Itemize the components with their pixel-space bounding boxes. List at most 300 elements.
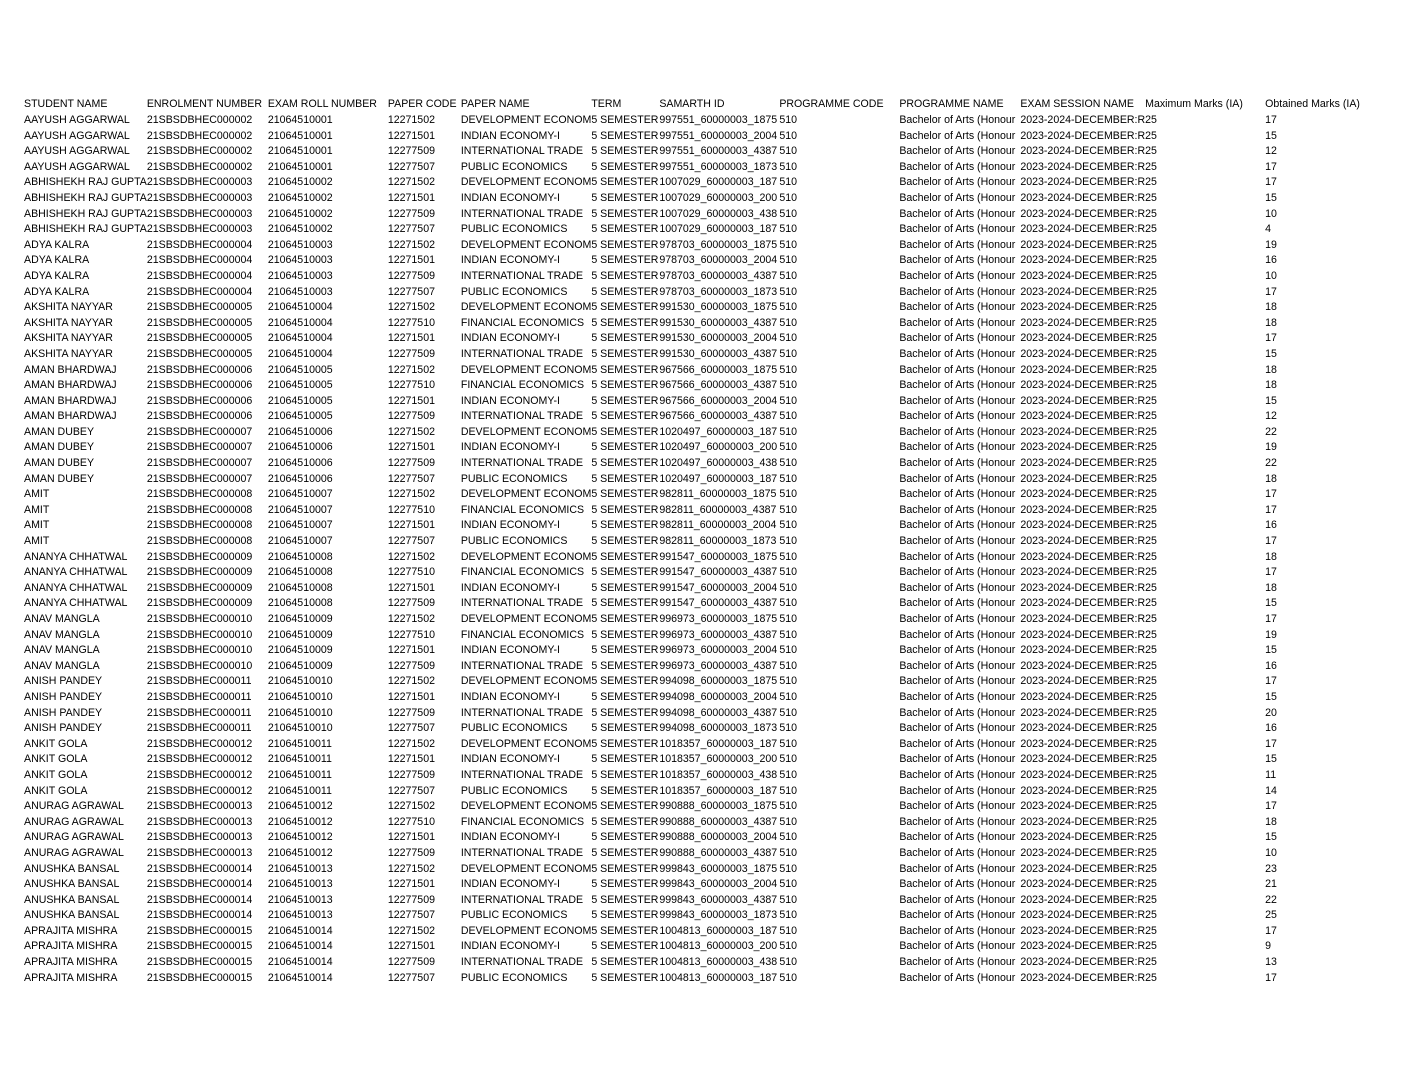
student-name-cell: ANAV MANGLA [24, 628, 100, 641]
paper-name-cell: INDIAN ECONOMY-I [460, 129, 560, 142]
exam-session-name-cell: 2023-2024-DECEMBER:R [1020, 971, 1146, 984]
exam-roll-number-cell: 21064510003 [267, 269, 333, 282]
exam-session-name-cell: 2023-2024-DECEMBER:R [1020, 145, 1146, 158]
obtained-marks-cell: 17 [1265, 800, 1277, 813]
obtained-marks-cell: 15 [1265, 129, 1277, 142]
paper-code-cell: 12277509 [387, 347, 435, 360]
programme-name-cell: Bachelor of Arts (Honour [899, 956, 1016, 969]
programme-code-cell: 510 [779, 301, 798, 314]
enrolment-number-cell: 21SBSDBHEC000010 [146, 659, 253, 672]
enrolment-number-cell: 21SBSDBHEC000003 [146, 223, 253, 236]
programme-code-cell: 510 [779, 238, 798, 251]
maximum-marks-cell: 25 [1145, 332, 1157, 345]
table-row [24, 191, 1375, 207]
term-cell: 5 SEMESTER [591, 628, 659, 641]
paper-name-cell: INDIAN ECONOMY-I [460, 690, 560, 703]
programme-code-cell: 510 [779, 223, 798, 236]
samarth-id-cell: 967566_60000003_2004 [659, 394, 778, 407]
paper-name-cell: DEVELOPMENT ECONOM [460, 176, 592, 189]
obtained-marks-cell: 16 [1265, 659, 1277, 672]
exam-roll-number-cell: 21064510013 [267, 862, 333, 875]
table-row [24, 331, 1375, 347]
exam-session-name-cell: 2023-2024-DECEMBER:R [1020, 269, 1146, 282]
maximum-marks-cell: 25 [1145, 768, 1157, 781]
term-cell: 5 SEMESTER [591, 924, 659, 937]
maximum-marks-cell: 25 [1145, 924, 1157, 937]
exam-session-name-cell: 2023-2024-DECEMBER:R [1020, 893, 1146, 906]
programme-code-cell: 510 [779, 503, 798, 516]
programme-code-cell: 510 [779, 114, 798, 126]
obtained-marks-cell: 16 [1265, 254, 1277, 267]
obtained-marks-cell: 17 [1265, 535, 1277, 548]
programme-code-cell: 510 [779, 815, 798, 828]
exam-session-name-cell: 2023-2024-DECEMBER:R [1020, 597, 1146, 610]
exam-session-name-cell: 2023-2024-DECEMBER:R [1020, 394, 1146, 407]
maximum-marks-cell: 25 [1145, 956, 1157, 969]
maximum-marks-cell: 25 [1145, 581, 1157, 594]
exam-session-name-cell: 2023-2024-DECEMBER:R [1020, 675, 1146, 688]
paper-name-cell: INDIAN ECONOMY-I [460, 581, 560, 594]
paper-code-cell: 12271501 [387, 254, 435, 267]
exam-session-name-cell: 2023-2024-DECEMBER:R [1020, 581, 1146, 594]
exam-roll-number-cell: 21064510013 [267, 909, 333, 922]
table-row [24, 425, 1375, 441]
header-programme-code: PROGRAMME CODE [779, 98, 884, 111]
obtained-marks-cell: 17 [1265, 675, 1277, 688]
maximum-marks-cell: 25 [1145, 425, 1157, 438]
term-cell: 5 SEMESTER [591, 815, 659, 828]
samarth-id-cell: 1007029_60000003_438 [659, 207, 778, 220]
exam-roll-number-cell: 21064510005 [267, 363, 333, 376]
programme-name-cell: Bachelor of Arts (Honour [899, 488, 1016, 501]
enrolment-number-cell: 21SBSDBHEC000005 [146, 332, 253, 345]
enrolment-number-cell: 21SBSDBHEC000011 [146, 706, 252, 719]
term-cell: 5 SEMESTER [591, 503, 659, 516]
samarth-id-cell: 967566_60000003_4387 [659, 410, 778, 423]
term-cell: 5 SEMESTER [591, 316, 659, 329]
term-cell: 5 SEMESTER [591, 379, 659, 392]
exam-session-name-cell: 2023-2024-DECEMBER:R [1020, 706, 1146, 719]
enrolment-number-cell: 21SBSDBHEC000003 [146, 191, 253, 204]
maximum-marks-cell: 25 [1145, 659, 1157, 672]
programme-name-cell: Bachelor of Arts (Honour [899, 519, 1016, 532]
student-name-cell: ANANYA CHHATWAL [24, 597, 128, 610]
exam-roll-number-cell: 21064510012 [267, 831, 333, 844]
term-cell: 5 SEMESTER [591, 846, 659, 859]
programme-code-cell: 510 [779, 535, 798, 548]
samarth-id-cell: 978703_60000003_2004 [659, 254, 778, 267]
exam-roll-number-cell: 21064510007 [267, 488, 333, 501]
term-cell: 5 SEMESTER [591, 269, 659, 282]
term-cell: 5 SEMESTER [591, 191, 659, 204]
maximum-marks-cell: 25 [1145, 114, 1157, 126]
paper-code-cell: 12271502 [387, 737, 435, 750]
maximum-marks-cell: 25 [1145, 831, 1157, 844]
enrolment-number-cell: 21SBSDBHEC000009 [146, 581, 253, 594]
programme-name-cell: Bachelor of Arts (Honour [899, 815, 1016, 828]
maximum-marks-cell: 25 [1145, 846, 1157, 859]
maximum-marks-cell: 25 [1145, 394, 1157, 407]
paper-code-cell: 12271501 [387, 332, 435, 345]
enrolment-number-cell: 21SBSDBHEC000015 [146, 956, 253, 969]
samarth-id-cell: 999843_60000003_1873 [659, 909, 778, 922]
term-cell: 5 SEMESTER [591, 878, 659, 891]
maximum-marks-cell: 25 [1145, 737, 1157, 750]
obtained-marks-cell: 19 [1265, 628, 1277, 641]
exam-roll-number-cell: 21064510008 [267, 597, 333, 610]
obtained-marks-cell: 15 [1265, 831, 1277, 844]
term-cell: 5 SEMESTER [591, 254, 659, 267]
enrolment-number-cell: 21SBSDBHEC000011 [146, 722, 252, 735]
exam-roll-number-cell: 21064510008 [267, 550, 333, 563]
table-row [24, 440, 1375, 456]
student-name-cell: ANKIT GOLA [24, 753, 88, 766]
table-row [24, 768, 1375, 784]
programme-code-cell: 510 [779, 768, 798, 781]
samarth-id-cell: 997551_60000003_1875 [659, 114, 778, 126]
programme-name-cell: Bachelor of Arts (Honour [899, 347, 1016, 360]
obtained-marks-cell: 15 [1265, 597, 1277, 610]
paper-name-cell: PUBLIC ECONOMICS [460, 285, 568, 298]
paper-name-cell: INDIAN ECONOMY-I [460, 753, 560, 766]
exam-session-name-cell: 2023-2024-DECEMBER:R [1020, 176, 1146, 189]
table-row [24, 877, 1375, 893]
table-row [24, 612, 1375, 628]
exam-session-name-cell: 2023-2024-DECEMBER:R [1020, 956, 1146, 969]
obtained-marks-cell: 25 [1265, 909, 1277, 922]
exam-session-name-cell: 2023-2024-DECEMBER:R [1020, 191, 1146, 204]
obtained-marks-cell: 23 [1265, 862, 1277, 875]
programme-name-cell: Bachelor of Arts (Honour [899, 379, 1016, 392]
term-cell: 5 SEMESTER [591, 940, 659, 953]
enrolment-number-cell: 21SBSDBHEC000005 [146, 301, 253, 314]
student-name-cell: APRAJITA MISHRA [24, 924, 118, 937]
maximum-marks-cell: 25 [1145, 410, 1157, 423]
samarth-id-cell: 996973_60000003_1875 [659, 613, 778, 625]
programme-name-cell: Bachelor of Arts (Honour [899, 191, 1016, 204]
enrolment-number-cell: 21SBSDBHEC000012 [146, 753, 253, 766]
paper-name-cell: INDIAN ECONOMY-I [460, 394, 560, 407]
paper-code-cell: 12271502 [387, 114, 435, 126]
table-row [24, 409, 1375, 425]
exam-roll-number-cell: 21064510002 [267, 176, 333, 189]
exam-roll-number-cell: 21064510014 [267, 940, 333, 953]
maximum-marks-cell: 25 [1145, 690, 1157, 703]
term-cell: 5 SEMESTER [591, 613, 659, 625]
term-cell: 5 SEMESTER [591, 909, 659, 922]
exam-session-name-cell: 2023-2024-DECEMBER:R [1020, 924, 1146, 937]
paper-code-cell: 12277510 [387, 316, 435, 329]
table-row [24, 955, 1375, 971]
exam-session-name-cell: 2023-2024-DECEMBER:R [1020, 129, 1146, 142]
enrolment-number-cell: 21SBSDBHEC000014 [146, 893, 253, 906]
obtained-marks-cell: 16 [1265, 519, 1277, 532]
student-name-cell: ANANYA CHHATWAL [24, 566, 128, 579]
paper-code-cell: 12277509 [387, 207, 435, 220]
samarth-id-cell: 991530_60000003_2004 [659, 332, 778, 345]
table-row [24, 113, 1375, 129]
table-row [24, 908, 1375, 924]
paper-code-cell: 12271502 [387, 550, 435, 563]
student-name-cell: AKSHITA NAYYAR [24, 332, 113, 345]
paper-name-cell: DEVELOPMENT ECONOM [460, 737, 592, 750]
exam-roll-number-cell: 21064510012 [267, 800, 333, 813]
samarth-id-cell: 990888_60000003_2004 [659, 831, 778, 844]
exam-session-name-cell: 2023-2024-DECEMBER:R [1020, 831, 1146, 844]
table-row [24, 456, 1375, 472]
enrolment-number-cell: 21SBSDBHEC000006 [146, 363, 253, 376]
exam-roll-number-cell: 21064510009 [267, 644, 333, 657]
obtained-marks-cell: 15 [1265, 690, 1277, 703]
maximum-marks-cell: 25 [1145, 753, 1157, 766]
table-row [24, 129, 1375, 145]
header-term: TERM [591, 98, 622, 111]
programme-code-cell: 510 [779, 207, 798, 220]
student-name-cell: AAYUSH AGGARWAL [24, 145, 130, 158]
term-cell: 5 SEMESTER [591, 800, 659, 813]
exam-roll-number-cell: 21064510002 [267, 191, 333, 204]
enrolment-number-cell: 21SBSDBHEC000014 [146, 862, 253, 875]
paper-code-cell: 12271502 [387, 613, 435, 625]
samarth-id-cell: 982811_60000003_1873 [659, 535, 777, 548]
maximum-marks-cell: 25 [1145, 129, 1157, 142]
paper-name-cell: INDIAN ECONOMY-I [460, 441, 560, 454]
student-name-cell: ABHISHEKH RAJ GUPTA [24, 223, 147, 236]
obtained-marks-cell: 22 [1265, 457, 1277, 470]
header-exam-session-name: EXAM SESSION NAME [1020, 98, 1134, 111]
obtained-marks-cell: 15 [1265, 753, 1277, 766]
table-row [24, 690, 1375, 706]
header-obtained-marks: Obtained Marks (IA) [1265, 98, 1360, 111]
exam-roll-number-cell: 21064510010 [267, 690, 333, 703]
enrolment-number-cell: 21SBSDBHEC000015 [146, 924, 253, 937]
paper-code-cell: 12271501 [387, 129, 435, 142]
maximum-marks-cell: 25 [1145, 644, 1157, 657]
programme-name-cell: Bachelor of Arts (Honour [899, 145, 1016, 158]
programme-name-cell: Bachelor of Arts (Honour [899, 878, 1016, 891]
programme-name-cell: Bachelor of Arts (Honour [899, 597, 1016, 610]
programme-name-cell: Bachelor of Arts (Honour [899, 768, 1016, 781]
paper-code-cell: 12277507 [387, 285, 435, 298]
exam-session-name-cell: 2023-2024-DECEMBER:R [1020, 550, 1146, 563]
exam-session-name-cell: 2023-2024-DECEMBER:R [1020, 332, 1146, 345]
programme-code-cell: 510 [779, 909, 798, 922]
paper-code-cell: 12271502 [387, 675, 435, 688]
samarth-id-cell: 999843_60000003_2004 [659, 878, 778, 891]
maximum-marks-cell: 25 [1145, 628, 1157, 641]
maximum-marks-cell: 25 [1145, 909, 1157, 922]
exam-roll-number-cell: 21064510004 [267, 316, 333, 329]
programme-name-cell: Bachelor of Arts (Honour [899, 971, 1016, 984]
programme-code-cell: 510 [779, 566, 798, 579]
maximum-marks-cell: 25 [1145, 347, 1157, 360]
exam-roll-number-cell: 21064510014 [267, 956, 333, 969]
term-cell: 5 SEMESTER [591, 659, 659, 672]
exam-session-name-cell: 2023-2024-DECEMBER:R [1020, 846, 1146, 859]
obtained-marks-cell: 17 [1265, 566, 1277, 579]
programme-code-cell: 510 [779, 410, 798, 423]
paper-code-cell: 12277509 [387, 893, 435, 906]
exam-roll-number-cell: 21064510006 [267, 425, 333, 438]
programme-code-cell: 510 [779, 924, 798, 937]
paper-code-cell: 12271501 [387, 191, 435, 204]
student-name-cell: AMAN DUBEY [24, 472, 95, 485]
paper-name-cell: DEVELOPMENT ECONOM [460, 924, 592, 937]
programme-code-cell: 510 [779, 285, 798, 298]
programme-name-cell: Bachelor of Arts (Honour [899, 363, 1016, 376]
student-name-cell: ADYA KALRA [24, 238, 90, 251]
term-cell: 5 SEMESTER [591, 160, 659, 173]
student-name-cell: AAYUSH AGGARWAL [24, 114, 130, 126]
exam-session-name-cell: 2023-2024-DECEMBER:R [1020, 784, 1146, 797]
enrolment-number-cell: 21SBSDBHEC000007 [146, 472, 253, 485]
table-row [24, 830, 1375, 846]
enrolment-number-cell: 21SBSDBHEC000012 [146, 784, 253, 797]
samarth-id-cell: 982811_60000003_4387 [659, 503, 777, 516]
table-row [24, 160, 1375, 176]
obtained-marks-cell: 18 [1265, 301, 1277, 314]
enrolment-number-cell: 21SBSDBHEC000014 [146, 878, 253, 891]
programme-name-cell: Bachelor of Arts (Honour [899, 503, 1016, 516]
exam-session-name-cell: 2023-2024-DECEMBER:R [1020, 753, 1146, 766]
enrolment-number-cell: 21SBSDBHEC000011 [146, 675, 252, 688]
samarth-id-cell: 994098_60000003_1873 [659, 722, 778, 735]
programme-code-cell: 510 [779, 394, 798, 407]
exam-roll-number-cell: 21064510007 [267, 519, 333, 532]
table-row [24, 518, 1375, 534]
student-name-cell: APRAJITA MISHRA [24, 940, 118, 953]
programme-code-cell: 510 [779, 457, 798, 470]
programme-name-cell: Bachelor of Arts (Honour [899, 831, 1016, 844]
samarth-id-cell: 1007029_60000003_200 [659, 191, 778, 204]
programme-name-cell: Bachelor of Arts (Honour [899, 893, 1016, 906]
obtained-marks-cell: 12 [1265, 410, 1277, 423]
samarth-id-cell: 1004813_60000003_187 [659, 971, 778, 984]
table-row [24, 534, 1375, 550]
programme-code-cell: 510 [779, 488, 798, 501]
term-cell: 5 SEMESTER [591, 176, 659, 189]
samarth-id-cell: 990888_60000003_4387 [659, 846, 778, 859]
paper-code-cell: 12271501 [387, 753, 435, 766]
exam-session-name-cell: 2023-2024-DECEMBER:R [1020, 940, 1146, 953]
exam-session-name-cell: 2023-2024-DECEMBER:R [1020, 613, 1146, 625]
student-name-cell: ANISH PANDEY [24, 706, 103, 719]
obtained-marks-cell: 10 [1265, 846, 1277, 859]
programme-code-cell: 510 [779, 269, 798, 282]
table-row [24, 503, 1375, 519]
exam-session-name-cell: 2023-2024-DECEMBER:R [1020, 488, 1146, 501]
enrolment-number-cell: 21SBSDBHEC000002 [146, 145, 253, 158]
obtained-marks-cell: 19 [1265, 238, 1277, 251]
maximum-marks-cell: 25 [1145, 488, 1157, 501]
student-name-cell: ADYA KALRA [24, 269, 90, 282]
term-cell: 5 SEMESTER [591, 644, 659, 657]
maximum-marks-cell: 25 [1145, 472, 1157, 485]
programme-code-cell: 510 [779, 254, 798, 267]
obtained-marks-cell: 15 [1265, 644, 1277, 657]
table-row [24, 659, 1375, 675]
enrolment-number-cell: 21SBSDBHEC000008 [146, 503, 253, 516]
exam-roll-number-cell: 21064510011 [267, 737, 332, 750]
samarth-id-cell: 1018357_60000003_200 [659, 753, 778, 766]
paper-code-cell: 12277507 [387, 909, 435, 922]
student-name-cell: ANANYA CHHATWAL [24, 581, 128, 594]
obtained-marks-cell: 22 [1265, 425, 1277, 438]
samarth-id-cell: 1020497_60000003_187 [659, 425, 778, 438]
samarth-id-cell: 978703_60000003_1875 [659, 238, 778, 251]
paper-code-cell: 12271501 [387, 831, 435, 844]
obtained-marks-cell: 18 [1265, 815, 1277, 828]
exam-roll-number-cell: 21064510005 [267, 394, 333, 407]
paper-code-cell: 12271502 [387, 363, 435, 376]
paper-code-cell: 12271501 [387, 644, 435, 657]
programme-name-cell: Bachelor of Arts (Honour [899, 800, 1016, 813]
programme-name-cell: Bachelor of Arts (Honour [899, 332, 1016, 345]
paper-name-cell: INDIAN ECONOMY-I [460, 644, 560, 657]
enrolment-number-cell: 21SBSDBHEC000009 [146, 566, 253, 579]
obtained-marks-cell: 12 [1265, 145, 1277, 158]
paper-name-cell: DEVELOPMENT ECONOM [460, 425, 592, 438]
programme-name-cell: Bachelor of Arts (Honour [899, 223, 1016, 236]
exam-roll-number-cell: 21064510002 [267, 207, 333, 220]
exam-session-name-cell: 2023-2024-DECEMBER:R [1020, 644, 1146, 657]
exam-roll-number-cell: 21064510005 [267, 379, 333, 392]
term-cell: 5 SEMESTER [591, 129, 659, 142]
obtained-marks-cell: 21 [1265, 878, 1277, 891]
programme-name-cell: Bachelor of Arts (Honour [899, 659, 1016, 672]
programme-code-cell: 510 [779, 675, 798, 688]
obtained-marks-cell: 17 [1265, 332, 1277, 345]
exam-session-name-cell: 2023-2024-DECEMBER:R [1020, 566, 1146, 579]
programme-code-cell: 510 [779, 363, 798, 376]
exam-session-name-cell: 2023-2024-DECEMBER:R [1020, 535, 1146, 548]
programme-code-cell: 510 [779, 862, 798, 875]
paper-name-cell: DEVELOPMENT ECONOM [460, 238, 592, 251]
term-cell: 5 SEMESTER [591, 457, 659, 470]
obtained-marks-cell: 16 [1265, 722, 1277, 735]
maximum-marks-cell: 25 [1145, 519, 1157, 532]
samarth-id-cell: 996973_60000003_2004 [659, 644, 778, 657]
header-programme-name: PROGRAMME NAME [899, 98, 1004, 111]
paper-name-cell: INTERNATIONAL TRADE [460, 269, 584, 282]
samarth-id-cell: 991547_60000003_1875 [659, 550, 778, 563]
obtained-marks-cell: 18 [1265, 316, 1277, 329]
samarth-id-cell: 990888_60000003_1875 [659, 800, 778, 813]
paper-code-cell: 12271502 [387, 425, 435, 438]
samarth-id-cell: 994098_60000003_2004 [659, 690, 778, 703]
paper-name-cell: DEVELOPMENT ECONOM [460, 488, 592, 501]
enrolment-number-cell: 21SBSDBHEC000013 [146, 815, 253, 828]
maximum-marks-cell: 25 [1145, 597, 1157, 610]
term-cell: 5 SEMESTER [591, 394, 659, 407]
exam-session-name-cell: 2023-2024-DECEMBER:R [1020, 238, 1146, 251]
paper-name-cell: INTERNATIONAL TRADE [460, 457, 584, 470]
programme-name-cell: Bachelor of Arts (Honour [899, 207, 1016, 220]
samarth-id-cell: 1004813_60000003_200 [659, 940, 778, 953]
paper-name-cell: INTERNATIONAL TRADE [460, 410, 584, 423]
table-row [24, 815, 1375, 831]
exam-roll-number-cell: 21064510001 [267, 145, 333, 158]
paper-name-cell: INTERNATIONAL TRADE [460, 706, 584, 719]
obtained-marks-cell: 18 [1265, 581, 1277, 594]
paper-name-cell: PUBLIC ECONOMICS [460, 223, 568, 236]
enrolment-number-cell: 21SBSDBHEC000004 [146, 254, 253, 267]
exam-session-name-cell: 2023-2024-DECEMBER:R [1020, 628, 1146, 641]
table-row [24, 971, 1375, 987]
student-name-cell: AMAN BHARDWAJ [24, 363, 117, 376]
paper-name-cell: FINANCIAL ECONOMICS [460, 503, 585, 516]
table-row [24, 316, 1375, 332]
